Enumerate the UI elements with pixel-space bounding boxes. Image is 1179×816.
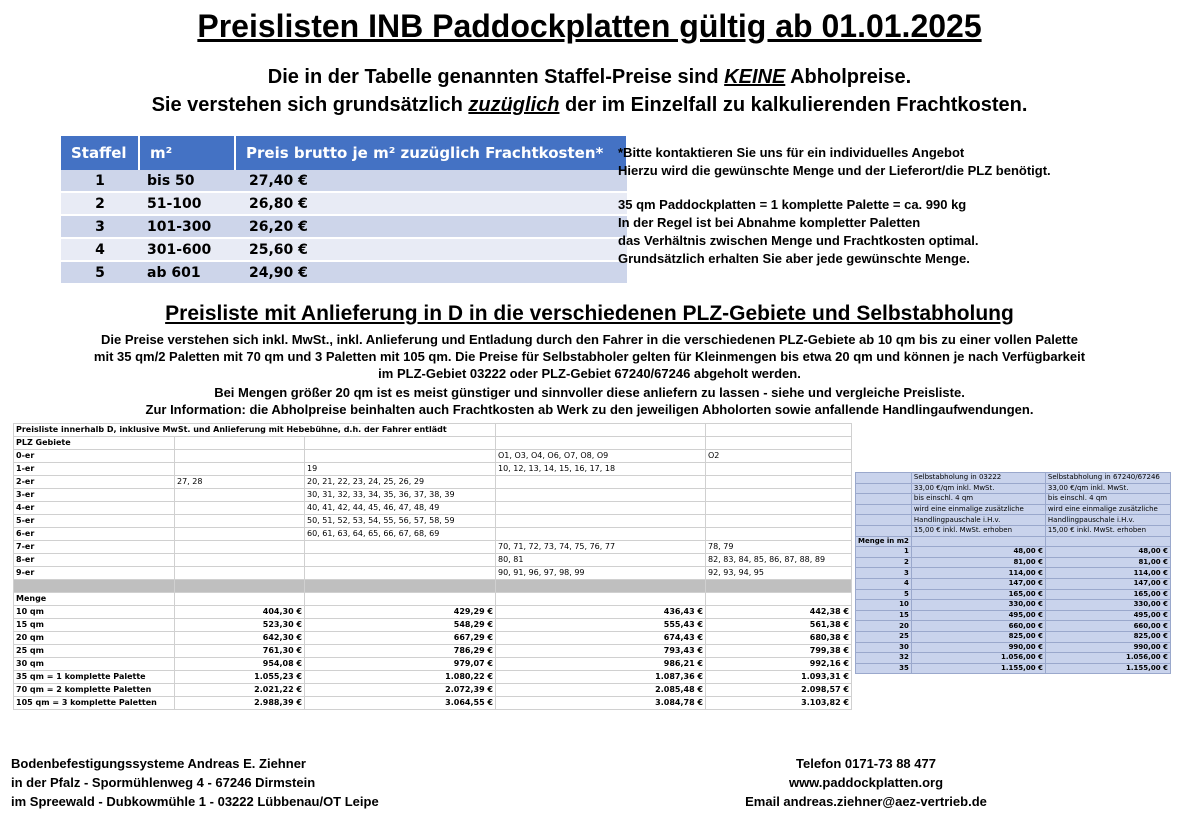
- price-value: 2.085,48 €: [496, 684, 706, 697]
- company-name: Bodenbefestigungssysteme Andreas E. Ziehner: [11, 756, 306, 771]
- pickup-info-row: [856, 515, 1171, 526]
- price-cell: 25,60 €: [235, 238, 627, 261]
- pickup-row: [856, 578, 1171, 589]
- subtitle-2-emphasis: zuzüglich: [468, 94, 560, 116]
- price-value: 979,07 €: [305, 658, 496, 671]
- price-value: 667,29 €: [305, 632, 496, 645]
- plz-label: PLZ Gebiete: [14, 437, 175, 450]
- plz-area-label: 4-er: [14, 502, 175, 515]
- table-row: [61, 192, 627, 215]
- pickup-row: [856, 631, 1171, 642]
- price-value: 548,29 €: [305, 619, 496, 632]
- plz-codes: [305, 567, 496, 580]
- price-row: [14, 632, 852, 645]
- plz-codes: O1, O3, O4, O6, O7, O8, O9: [496, 450, 706, 463]
- plz-area-label: 5-er: [14, 515, 175, 528]
- plz-codes: [175, 450, 305, 463]
- page-title: Preislisten INB Paddockplatten gültig ab 01.01.2025: [197, 8, 982, 44]
- pickup-row: [856, 610, 1171, 621]
- pickup-price: 165,00 €: [1045, 589, 1170, 600]
- pickup-quantity: 32: [856, 653, 912, 664]
- plz-row: [14, 528, 852, 541]
- pickup-row: [856, 663, 1171, 674]
- footer-contact: [716, 754, 1016, 811]
- plz-codes: [706, 528, 852, 541]
- price-cell: 26,80 €: [235, 192, 627, 215]
- subtitle-1b: Abholpreise.: [785, 66, 912, 88]
- price-value: 436,43 €: [496, 606, 706, 619]
- pickup-price: 48,00 €: [911, 547, 1045, 558]
- pickup-row: [856, 600, 1171, 611]
- pickup-row: [856, 557, 1171, 568]
- price-value: 523,30 €: [175, 619, 305, 632]
- menge-label-row: [14, 593, 852, 606]
- plz-row: [14, 489, 852, 502]
- plz-codes: 78, 79: [706, 541, 852, 554]
- pickup-price: 147,00 €: [911, 578, 1045, 589]
- note-line: *Bitte kontaktieren Sie uns für ein individuelles Angebot: [618, 145, 965, 160]
- plz-label-row: [14, 437, 852, 450]
- quantity-label: 20 qm: [14, 632, 175, 645]
- pickup-price: 495,00 €: [1045, 610, 1170, 621]
- staffel-cell: 4: [61, 238, 139, 261]
- pickup-price: 660,00 €: [1045, 621, 1170, 632]
- plz-codes: [496, 476, 706, 489]
- separator-row: [14, 580, 852, 593]
- plz-row: [14, 463, 852, 476]
- area-cell: bis 50: [139, 170, 235, 192]
- table-cell: [706, 593, 852, 606]
- pickup-price: 990,00 €: [911, 642, 1045, 653]
- pickup-price: 81,00 €: [1045, 557, 1170, 568]
- pickup-price: 825,00 €: [1045, 631, 1170, 642]
- price-value: 561,38 €: [706, 619, 852, 632]
- price-value: 793,43 €: [496, 645, 706, 658]
- table-cell: [706, 424, 852, 437]
- staffel-cell: 2: [61, 192, 139, 215]
- plz-codes: [175, 567, 305, 580]
- table-cell: [175, 437, 305, 450]
- note-line: Grundsätzlich erhalten Sie aber jede gewünschte Menge.: [618, 251, 970, 266]
- pickup-info: Handlingpauschale i.H.v.: [911, 515, 1045, 526]
- intro-line: im PLZ-Gebiet 03222 oder PLZ-Gebiet 67240/67246 abgeholt werden.: [378, 366, 801, 381]
- table-cell: [496, 437, 706, 450]
- pickup-price: 114,00 €: [1045, 568, 1170, 579]
- staffel-cell: 3: [61, 215, 139, 238]
- price-value: 555,43 €: [496, 619, 706, 632]
- pickup-row: [856, 547, 1171, 558]
- plz-codes: [496, 528, 706, 541]
- pickup-info: 33,00 €/qm inkl. MwSt.: [1045, 483, 1170, 494]
- address-spreewald: im Spreewald - Dubkowmühle 1 - 03222 Lübbenau/OT Leipe: [11, 794, 379, 809]
- subtitle-1-emphasis: KEINE: [724, 66, 786, 88]
- subtitle-2b: der im Einzelfall zu kalkulierenden Frachtkosten.: [559, 94, 1028, 116]
- email-link[interactable]: Email andreas.ziehner@aez-vertrieb.de: [745, 794, 987, 809]
- quantity-label: 105 qm = 3 komplette Paletten: [14, 697, 175, 710]
- plz-area-label: 3-er: [14, 489, 175, 502]
- pickup-quantity: 3: [856, 568, 912, 579]
- price-value: 2.098,57 €: [706, 684, 852, 697]
- pickup-info: bis einschl. 4 qm: [911, 494, 1045, 505]
- plz-codes: [175, 554, 305, 567]
- pickup-price: 1.056,00 €: [1045, 653, 1170, 664]
- table-cell: [496, 424, 706, 437]
- subtitle-1a: Die in der Tabelle genannten Staffel-Preise sind: [267, 66, 725, 88]
- pickup-quantity: 25: [856, 631, 912, 642]
- plz-row: [14, 450, 852, 463]
- price-value: 2.988,39 €: [175, 697, 305, 710]
- pickup-quantity: 35: [856, 663, 912, 674]
- website-link[interactable]: www.paddockplatten.org: [788, 775, 944, 790]
- pickup-info-row: [856, 504, 1171, 515]
- price-value: 1.055,23 €: [175, 671, 305, 684]
- pickup-quantity: 5: [856, 589, 912, 600]
- pickup-price: 114,00 €: [911, 568, 1045, 579]
- plz-area-label: 8-er: [14, 554, 175, 567]
- price-value: 799,38 €: [706, 645, 852, 658]
- pickup-row: [856, 589, 1171, 600]
- area-cell: ab 601: [139, 261, 235, 284]
- area-cell: 301-600: [139, 238, 235, 261]
- price-value: 404,30 €: [175, 606, 305, 619]
- plz-codes: 70, 71, 72, 73, 74, 75, 76, 77: [496, 541, 706, 554]
- plz-codes: 30, 31, 32, 33, 34, 35, 36, 37, 38, 39: [305, 489, 496, 502]
- table-cell: [305, 437, 496, 450]
- caption-row: [14, 424, 852, 437]
- table-cell: [706, 437, 852, 450]
- plz-codes: [706, 476, 852, 489]
- note-line: 35 qm Paddockplatten = 1 komplette Palette = ca. 990 kg: [618, 197, 967, 212]
- plz-codes: 90, 91, 96, 97, 98, 99: [496, 567, 706, 580]
- plz-area-label: 0-er: [14, 450, 175, 463]
- subtitle-line-2: [0, 94, 1179, 117]
- plz-codes: [175, 489, 305, 502]
- plz-area-label: 7-er: [14, 541, 175, 554]
- quantity-label: 10 qm: [14, 606, 175, 619]
- quantity-label: 70 qm = 2 komplette Paletten: [14, 684, 175, 697]
- plz-row: [14, 515, 852, 528]
- plz-codes: 19: [305, 463, 496, 476]
- pickup-quantity: 4: [856, 578, 912, 589]
- plz-codes: [175, 528, 305, 541]
- price-value: 786,29 €: [305, 645, 496, 658]
- pickup-quantity: 2: [856, 557, 912, 568]
- price-value: 986,21 €: [496, 658, 706, 671]
- plz-codes: 27, 28: [175, 476, 305, 489]
- price-value: 642,30 €: [175, 632, 305, 645]
- price-row: [14, 645, 852, 658]
- table-cell: [175, 593, 305, 606]
- pickup-price: 48,00 €: [1045, 547, 1170, 558]
- plz-codes: [175, 502, 305, 515]
- plz-codes: 50, 51, 52, 53, 54, 55, 56, 57, 58, 59: [305, 515, 496, 528]
- area-header: m²: [139, 136, 235, 170]
- delivery-price-table: [13, 423, 852, 710]
- price-value: 3.103,82 €: [706, 697, 852, 710]
- plz-codes: [496, 489, 706, 502]
- pickup-info: Handlingpauschale i.H.v.: [1045, 515, 1170, 526]
- price-value: 2.072,39 €: [305, 684, 496, 697]
- plz-codes: 82, 83, 84, 85, 86, 87, 88, 89: [706, 554, 852, 567]
- pickup-info: wird eine einmalige zusätzliche: [911, 504, 1045, 515]
- section-heading: Preisliste mit Anlieferung in D in die verschiedenen PLZ-Gebiete und Selbstabholung: [165, 302, 1014, 325]
- info-line: Zur Information: die Abholpreise beinhalten auch Frachtkosten ab Werk zu den jeweiligen Abholorten sowie anfallende Handlingaufwendungen.: [145, 402, 1034, 417]
- plz-row: [14, 567, 852, 580]
- price-cell: 26,20 €: [235, 215, 627, 238]
- plz-area-label: 6-er: [14, 528, 175, 541]
- area-cell: 101-300: [139, 215, 235, 238]
- plz-area-label: 2-er: [14, 476, 175, 489]
- plz-codes: [706, 515, 852, 528]
- table-row: [61, 215, 627, 238]
- pickup-info-row: [856, 473, 1171, 484]
- table-cell: [856, 525, 912, 536]
- pickup-menge-row: [856, 536, 1171, 547]
- table-caption: Preisliste innerhalb D, inklusive MwSt. und Anlieferung mit Hebebühne, d.h. der Fahrer entlädt: [14, 424, 496, 437]
- contact-note: [618, 144, 1051, 180]
- table-cell: [856, 494, 912, 505]
- quantity-label: 25 qm: [14, 645, 175, 658]
- pickup-quantity: 1: [856, 547, 912, 558]
- pickup-row: [856, 642, 1171, 653]
- price-row: [14, 619, 852, 632]
- price-header: Preis brutto je m² zuzüglich Frachtkosten*: [235, 136, 627, 170]
- plz-codes: [496, 502, 706, 515]
- subtitle-2a: Sie verstehen sich grundsätzlich: [151, 94, 469, 116]
- pickup-quantity: 20: [856, 621, 912, 632]
- table-cell: [856, 515, 912, 526]
- table-cell: [911, 536, 1045, 547]
- pickup-info: Selbstabholung in 67240/67246: [1045, 473, 1170, 484]
- area-cell: 51-100: [139, 192, 235, 215]
- staffel-cell: 1: [61, 170, 139, 192]
- pallet-note: [618, 196, 978, 268]
- pickup-price: 825,00 €: [911, 631, 1045, 642]
- pickup-price: 330,00 €: [911, 600, 1045, 611]
- intro-line: mit 35 qm/2 Paletten mit 70 qm und 3 Paletten mit 105 qm. Die Preise für Selbstabholer gelten für Kleinmengen bis etwa 20 qm und können je nach Verfügbarkeit: [93, 349, 1086, 364]
- pickup-info-row: [856, 483, 1171, 494]
- price-value: 761,30 €: [175, 645, 305, 658]
- price-value: 3.084,78 €: [496, 697, 706, 710]
- separator-cell: [706, 580, 852, 593]
- pickup-price: 1.155,00 €: [911, 663, 1045, 674]
- plz-codes: [496, 515, 706, 528]
- menge-label: Menge: [14, 593, 175, 606]
- table-row: [61, 238, 627, 261]
- plz-row: [14, 554, 852, 567]
- price-row: [14, 671, 852, 684]
- plz-row: [14, 476, 852, 489]
- price-cell: 27,40 €: [235, 170, 627, 192]
- plz-codes: [305, 450, 496, 463]
- phone-number: Telefon 0171-73 88 477: [796, 756, 936, 771]
- price-value: 1.080,22 €: [305, 671, 496, 684]
- pickup-quantity: 15: [856, 610, 912, 621]
- pickup-price: 495,00 €: [911, 610, 1045, 621]
- price-value: 954,08 €: [175, 658, 305, 671]
- price-row: [14, 684, 852, 697]
- plz-codes: [175, 463, 305, 476]
- price-value: 429,29 €: [305, 606, 496, 619]
- pickup-price-table: [855, 472, 1171, 674]
- pickup-info: 15,00 € inkl. MwSt. erhoben: [911, 525, 1045, 536]
- table-cell: [856, 504, 912, 515]
- pickup-info: 15,00 € inkl. MwSt. erhoben: [1045, 525, 1170, 536]
- plz-row: [14, 541, 852, 554]
- plz-row: [14, 502, 852, 515]
- plz-codes: [706, 502, 852, 515]
- plz-area-label: 9-er: [14, 567, 175, 580]
- table-cell: [496, 593, 706, 606]
- pickup-quantity: 30: [856, 642, 912, 653]
- table-cell: [1045, 536, 1170, 547]
- pickup-price: 1.056,00 €: [911, 653, 1045, 664]
- intro-line: Die Preise verstehen sich inkl. MwSt., inkl. Anlieferung und Entladung durch den Fahrer in die verschiedenen PLZ-Gebiete ab 10 qm bis zu einer vollen Palette: [101, 332, 1078, 347]
- quantity-label: 30 qm: [14, 658, 175, 671]
- section-info: [10, 384, 1169, 418]
- plz-codes: [175, 515, 305, 528]
- pickup-price: 81,00 €: [911, 557, 1045, 568]
- quantity-label: 15 qm: [14, 619, 175, 632]
- staffel-cell: 5: [61, 261, 139, 284]
- plz-codes: 10, 12, 13, 14, 15, 16, 17, 18: [496, 463, 706, 476]
- price-row: [14, 658, 852, 671]
- staffel-price-table: [61, 136, 628, 285]
- staffel-header: Staffel: [61, 136, 139, 170]
- separator-cell: [305, 580, 496, 593]
- note-line: In der Regel ist bei Abnahme kompletter Paletten: [618, 215, 921, 230]
- plz-codes: [706, 463, 852, 476]
- address-pfalz: in der Pfalz - Spormühlenweg 4 - 67246 Dirmstein: [11, 775, 316, 790]
- separator-cell: [175, 580, 305, 593]
- price-value: 3.064,55 €: [305, 697, 496, 710]
- plz-area-label: 1-er: [14, 463, 175, 476]
- note-line: Hierzu wird die gewünschte Menge und der Lieferort/die PLZ benötigt.: [618, 163, 1051, 178]
- plz-codes: 92, 93, 94, 95: [706, 567, 852, 580]
- table-cell: [856, 483, 912, 494]
- table-cell: [856, 473, 912, 484]
- table-row: [61, 261, 627, 284]
- plz-codes: 40, 41, 42, 44, 45, 46, 47, 48, 49: [305, 502, 496, 515]
- pickup-price: 660,00 €: [911, 621, 1045, 632]
- price-value: 1.087,36 €: [496, 671, 706, 684]
- plz-codes: [305, 554, 496, 567]
- separator-cell: [496, 580, 706, 593]
- separator-cell: [14, 580, 175, 593]
- price-value: 680,38 €: [706, 632, 852, 645]
- pickup-row: [856, 621, 1171, 632]
- footer-address: [11, 754, 379, 811]
- plz-codes: [305, 541, 496, 554]
- info-line: Bei Mengen größer 20 qm ist es meist günstiger und sinnvoller diese anliefern zu lassen - siehe und vergleiche Preisliste.: [214, 385, 965, 400]
- price-cell: 24,90 €: [235, 261, 627, 284]
- plz-codes: 20, 21, 22, 23, 24, 25, 26, 29: [305, 476, 496, 489]
- pickup-row: [856, 653, 1171, 664]
- plz-codes: 80, 81: [496, 554, 706, 567]
- plz-codes: [175, 541, 305, 554]
- section-intro: [10, 331, 1169, 382]
- price-row: [14, 697, 852, 710]
- pickup-price: 990,00 €: [1045, 642, 1170, 653]
- price-value: 442,38 €: [706, 606, 852, 619]
- pickup-price: 165,00 €: [911, 589, 1045, 600]
- pickup-price: 147,00 €: [1045, 578, 1170, 589]
- pickup-row: [856, 568, 1171, 579]
- price-value: 674,43 €: [496, 632, 706, 645]
- quantity-label: 35 qm = 1 komplette Palette: [14, 671, 175, 684]
- table-cell: [305, 593, 496, 606]
- pickup-info: bis einschl. 4 qm: [1045, 494, 1170, 505]
- price-value: 992,16 €: [706, 658, 852, 671]
- pickup-menge-label: Menge in m2: [856, 536, 912, 547]
- plz-codes: 60, 61, 63, 64, 65, 66, 67, 68, 69: [305, 528, 496, 541]
- price-value: 2.021,22 €: [175, 684, 305, 697]
- pickup-info: 33,00 €/qm inkl. MwSt.: [911, 483, 1045, 494]
- subtitle-line-1: [0, 66, 1179, 89]
- pickup-info: wird eine einmalige zusätzliche: [1045, 504, 1170, 515]
- pickup-price: 330,00 €: [1045, 600, 1170, 611]
- price-row: [14, 606, 852, 619]
- price-value: 1.093,31 €: [706, 671, 852, 684]
- pickup-quantity: 10: [856, 600, 912, 611]
- plz-codes: O2: [706, 450, 852, 463]
- pickup-price: 1.155,00 €: [1045, 663, 1170, 674]
- plz-codes: [706, 489, 852, 502]
- pickup-info-row: [856, 525, 1171, 536]
- pickup-info: Selbstabholung in 03222: [911, 473, 1045, 484]
- table-row: [61, 170, 627, 192]
- note-line: das Verhältnis zwischen Menge und Frachtkosten optimal.: [618, 233, 979, 248]
- pickup-info-row: [856, 494, 1171, 505]
